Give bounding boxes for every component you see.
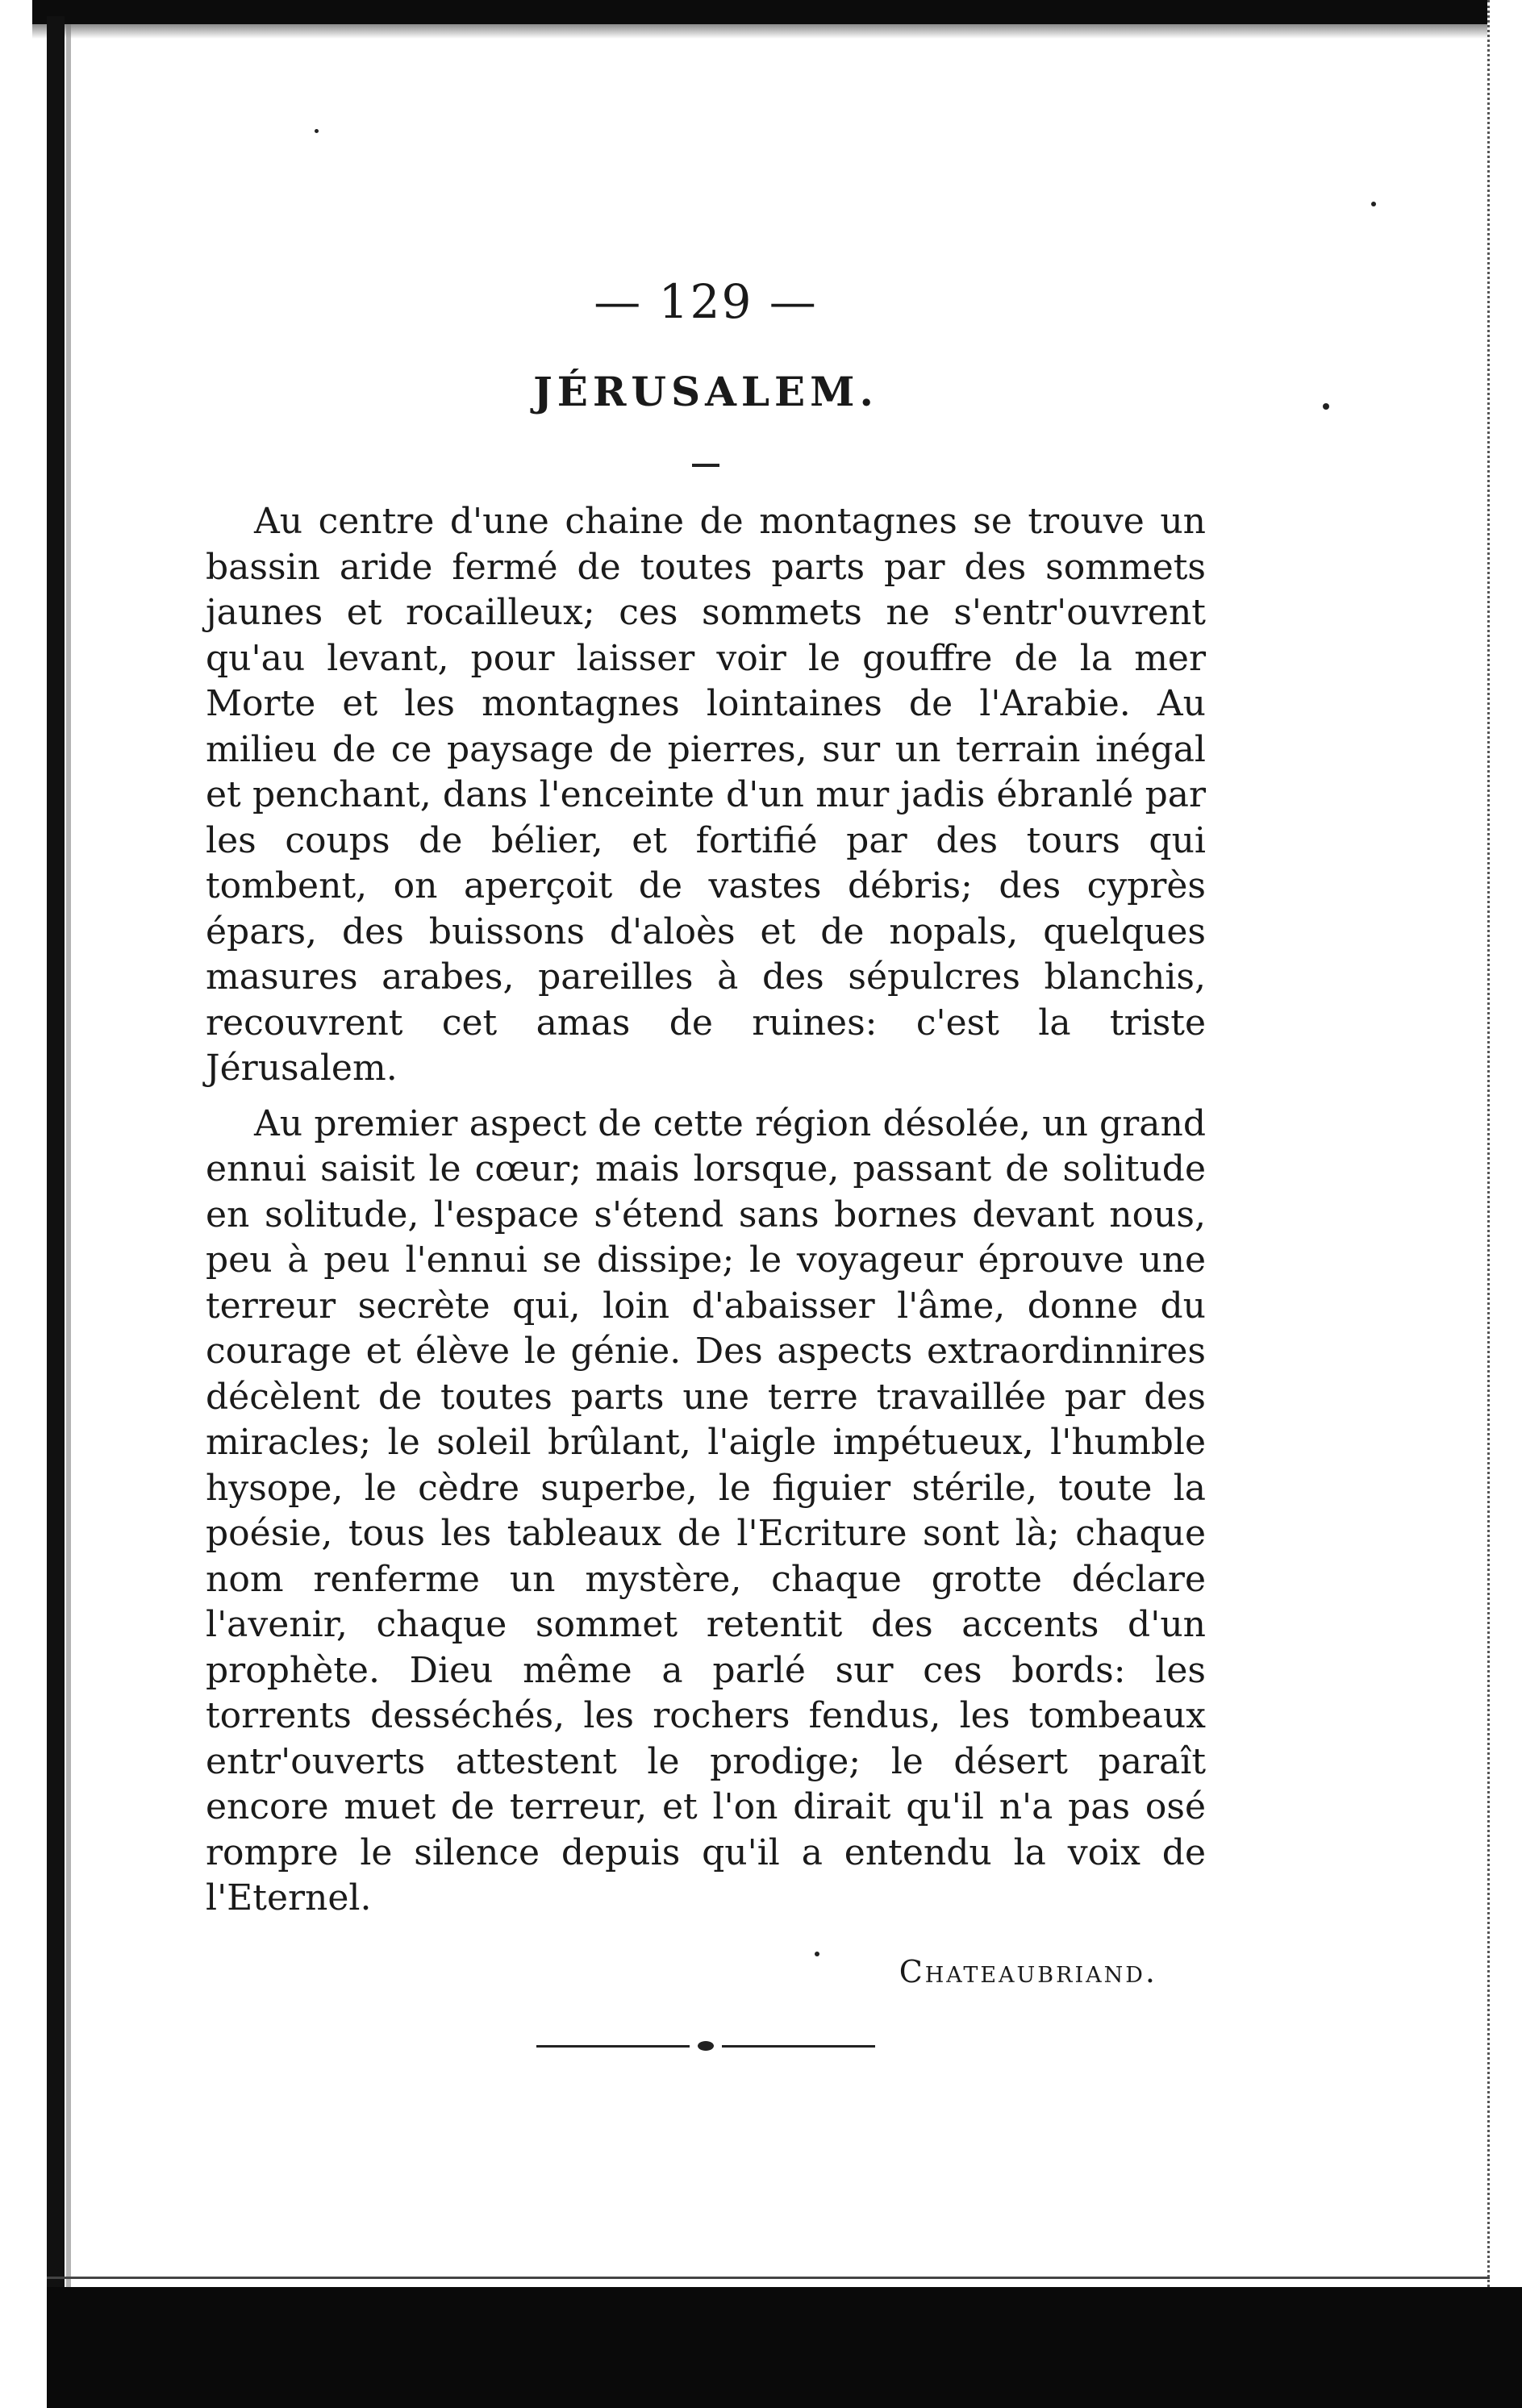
title-rule	[692, 464, 719, 467]
scan-speck	[1323, 403, 1329, 410]
scan-border-top	[32, 0, 1522, 24]
scan-shadow-top	[32, 24, 1522, 39]
scan-speck	[1371, 202, 1376, 206]
scan-border-bottom	[47, 2287, 1522, 2408]
document-page	[206, 274, 1206, 2054]
paragraph-2: Au premier aspect de cette région désolée, un grand ennui saisit le cœur; mais lorsque, passant de solitude en solitude, l'espace s'étend sans bornes devant nous, peu à peu l'ennui se dissipe; le voyageur éprouve une terreur secrète qui, loin d'abaisser l'âme, donne du courage et élève le génie. Des aspects extraordinnires décèlent de toutes parts une terre travaillée par des miracles; le soleil brûlant, l'aigle impétueux, l'humble hysope, le cèdre superbe, le figuier stérile, toute la poésie, tous les tableaux de l'Ecriture sont là; chaque nom renferme un mystère, chaque grotte déclare l'avenir, chaque sommet retentit des accents d'un prophète. Dieu même a parlé sur ces bords: les torrents desséchés, les rochers fendus, les tombeaux entr'ouverts attestent le prodige; le désert paraît encore muet de terreur, et l'on dirait qu'il n'a pas osé rompre le silence depuis qu'il a entendu la voix de l'Eternel.	[206, 1102, 1206, 1918]
paragraph-1: Au centre d'une chaine de montagnes se trouve un bassin aride fermé de toutes parts par des sommets jaunes et rocailleux; ces sommets ne s'entr'ouvrent qu'au levant, pour laisser voir le gouffre de la mer Morte et les montagnes lointaines de l'Arabie. Au milieu de ce paysage de pierres, sur un terrain inégal et penchant, dans l'enceinte d'un mur jadis ébranlé par les coups de bélier, et fortifié par des tours qui tombent, on aperçoit de vastes débris; des cyprès épars, des buissons d'aloès et de nopals, quelques masures arabes, pareilles à des sépulcres blanchis, recouvrent cet amas de ruines: c'est la triste Jérusalem.	[206, 501, 1206, 1089]
scan-edge-right	[1487, 0, 1522, 2408]
scan-line-bottom	[47, 2277, 1490, 2279]
author-signature: Chateaubriand.	[899, 1953, 1157, 1989]
ornament-line-right	[722, 2045, 875, 2048]
scan-border-left	[47, 16, 65, 2403]
ornament-line-left	[536, 2045, 690, 2048]
page-title: JÉRUSALEM.	[533, 368, 878, 415]
scan-speck	[315, 129, 319, 133]
scan-edge-left	[66, 24, 71, 2395]
end-ornament	[536, 2038, 875, 2054]
ornament-diamond	[698, 2041, 714, 2051]
page-number: — 129 —	[594, 274, 818, 329]
